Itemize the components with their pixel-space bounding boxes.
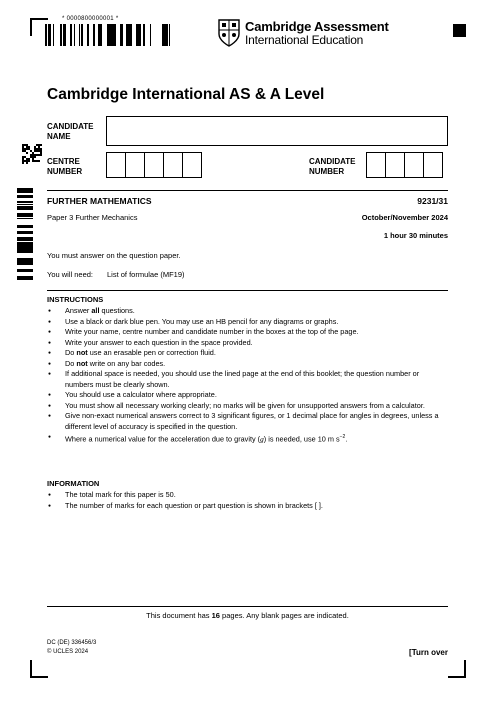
paper-code: 9231/31 — [417, 196, 448, 206]
logo-line-2: International Education — [245, 33, 364, 47]
information-heading: INFORMATION — [47, 479, 100, 488]
information-list-wrap — [47, 490, 449, 511]
side-barcode — [17, 188, 39, 282]
instruction-text: Do — [65, 358, 77, 368]
page-count-post: pages. Any blank pages are indicated. — [219, 611, 349, 620]
information-list — [47, 490, 449, 511]
gravity-exponent: −2 — [339, 434, 346, 440]
gravity-symbol: g — [260, 434, 264, 444]
answer-note: You must answer on the question paper. — [47, 251, 181, 260]
instruction-text: Give non-exact numerical answers correct to 3 significant figures, or 1 decimal place for angles in degrees, unless a different level of accuracy is specified in the question. — [65, 411, 439, 431]
instruction-text-end: use an erasable pen or correction fluid. — [87, 348, 216, 357]
divider-mid — [47, 290, 448, 291]
gravity-text-mid: ) is needed, use 10 m s — [263, 434, 340, 444]
instruction-item-gravity — [47, 432, 449, 445]
crop-mark-bottom-left-h — [30, 676, 48, 678]
instruction-emphasis: all — [91, 306, 100, 315]
gravity-text-end: . — [345, 434, 348, 444]
instruction-item — [47, 359, 449, 370]
instruction-item — [47, 338, 449, 349]
instruction-text: Use a black or dark blue pen. You may use an HB pencil for any diagrams or graphs. — [65, 316, 339, 326]
instructions-gravity — [47, 432, 449, 445]
instruction-item — [47, 390, 449, 401]
candidate-name-label: CANDIDATE NAME — [47, 122, 94, 141]
instruction-text: Answer — [65, 306, 92, 315]
crest-icon — [218, 19, 240, 47]
paper-component: Paper 3 Further Mechanics — [47, 213, 138, 222]
information-item: ● The number of marks for each question or part question is shown in brackets [ ]. — [47, 501, 449, 512]
centre-number-boxes[interactable] — [107, 152, 202, 178]
instruction-item — [47, 327, 449, 338]
page-title: Cambridge International AS & A Level — [47, 86, 325, 103]
barcode — [45, 24, 173, 46]
divider-top — [47, 190, 448, 191]
candidate-number-boxes[interactable] — [367, 152, 443, 178]
instruction-emphasis: not — [76, 358, 88, 368]
candidate-number-label: CANDIDATE NUMBER — [309, 157, 356, 176]
page-count-note — [47, 611, 448, 620]
instruction-text-end: write on any bar codes. — [87, 358, 166, 368]
crop-mark-top-left — [30, 18, 32, 36]
instruction-item — [47, 401, 449, 412]
instruction-item — [47, 411, 449, 432]
turn-over: [Turn over — [409, 648, 448, 657]
logo-line-1: Cambridge Assessment — [245, 19, 389, 34]
instructions-heading: INSTRUCTIONS — [47, 295, 104, 304]
instruction-text: If additional space is needed, you should use the lined page at the end of this booklet; the question number or numbers must be clearly shown. — [65, 369, 420, 389]
gravity-text-pre: Where a numerical value for the acceleration due to gravity ( — [65, 434, 261, 444]
need-value: List of formulae (MF19) — [107, 270, 185, 279]
instruction-text: Do — [65, 348, 77, 357]
instruction-text: Write your answer to each question in the space provided. — [65, 337, 253, 347]
copyright: © UCLES 2024 — [47, 649, 89, 655]
need-label: You will need: — [47, 270, 94, 279]
exam-session: October/November 2024 — [361, 213, 448, 222]
registration-square — [453, 24, 466, 37]
barcode-number: * 0000800000001 * — [62, 16, 119, 22]
candidate-name-box[interactable] — [106, 116, 448, 146]
instruction-item — [47, 317, 449, 328]
instruction-emphasis: not — [76, 348, 88, 357]
information-item: ● The total mark for this paper is 50. — [47, 490, 449, 501]
divider-bottom — [47, 606, 448, 607]
instruction-text-end: questions. — [99, 306, 135, 315]
centre-number-label: CENTRE NUMBER — [47, 157, 83, 176]
document-code: DC (DE) 336456/3 — [47, 640, 97, 646]
subject: FURTHER MATHEMATICS — [47, 196, 152, 206]
instruction-text: Write your name, centre number and candidate number in the boxes at the top of the page. — [65, 327, 359, 336]
instruction-text: You should use a calculator where appropriate. — [65, 390, 217, 399]
instruction-item — [47, 348, 449, 359]
crop-mark-top-left-h — [30, 18, 48, 20]
instructions-list — [47, 306, 449, 432]
page-count-number: 16 — [211, 611, 220, 620]
page-count-pre: This document has — [146, 611, 212, 620]
instruction-item — [47, 306, 449, 317]
instruction-item — [47, 369, 449, 390]
instructions-list-wrap — [47, 306, 449, 445]
crop-mark-bottom-right-h — [448, 676, 466, 678]
instruction-text: You must show all necessary working clearly; no marks will be given for unsupported answers from a calculator. — [65, 400, 425, 410]
qr-code — [22, 144, 42, 164]
exam-duration: 1 hour 30 minutes — [383, 231, 448, 240]
